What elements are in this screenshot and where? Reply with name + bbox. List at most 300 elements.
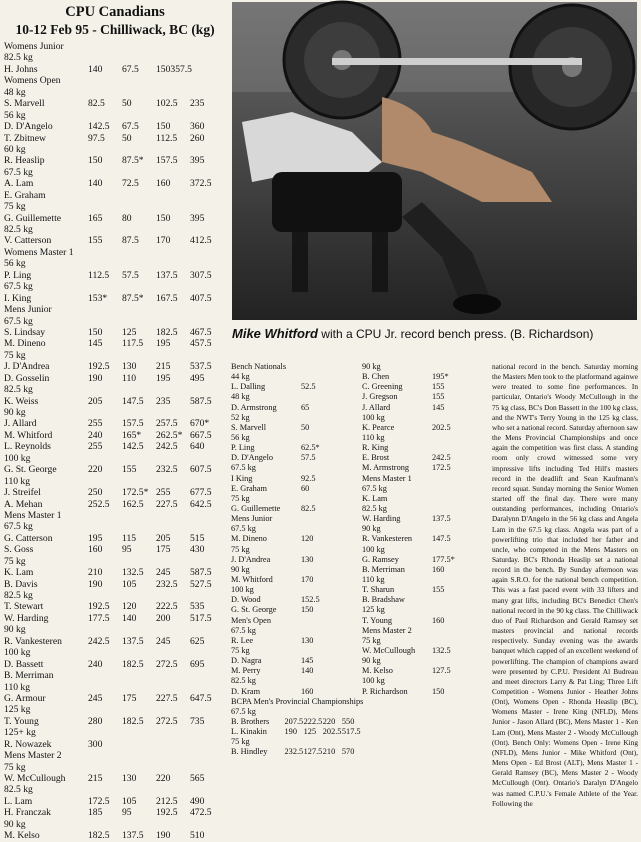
section-heading [4, 750, 226, 761]
lift-value: 185 [88, 807, 103, 819]
section-heading-text: Womens Open [4, 75, 61, 87]
section-heading [4, 350, 226, 361]
lift-value: 232.5 [284, 747, 304, 757]
section-heading-text: 100 kg [362, 544, 385, 554]
lifter-name: P. Ling [231, 443, 255, 453]
lift-value: 300 [88, 738, 103, 750]
result-row [362, 534, 492, 544]
lifter-name: S. Marvell [4, 98, 45, 110]
lift-value: 87.5 [122, 235, 139, 247]
section-heading-text: 82.5 kg [231, 676, 256, 686]
result-row [362, 403, 492, 413]
section-heading-text: 56 kg [4, 258, 26, 270]
section-heading [362, 636, 492, 646]
three-lift-results [4, 41, 226, 842]
result-row [362, 646, 492, 656]
result-row [231, 636, 361, 646]
section-heading [231, 463, 361, 473]
lifter-name: T. Sharun [362, 585, 395, 595]
lifter-name: M. Perry [231, 666, 261, 676]
lifter-name: R. King [362, 443, 389, 453]
section-heading [231, 372, 361, 382]
lift-value: 67.5 [122, 121, 139, 133]
lifter-name: B. Bradshaw [362, 595, 405, 605]
lifter-name: H. Johns [4, 63, 38, 75]
lifter-name: K. Pearce [362, 422, 395, 432]
result-row [231, 423, 361, 433]
lift-value: 565 [190, 773, 205, 784]
lift-value: 125 [303, 727, 317, 737]
lift-value: 150357.5 [156, 63, 192, 75]
lifter-name: T. Zbitnew [4, 132, 46, 144]
bench-results-column-a [231, 362, 364, 757]
lifter-name: M. Dineno [231, 534, 267, 544]
lift-value: 255 [156, 487, 171, 499]
lifter-name: S. Goss [4, 544, 34, 556]
result-row [231, 575, 361, 585]
lift-value: 232.5 [156, 578, 178, 590]
result-row [231, 534, 361, 544]
lift-value: 195 [156, 372, 171, 384]
section-heading [362, 545, 492, 555]
lift-value: 245 [88, 692, 103, 704]
section-heading-text: 100 kg [4, 647, 31, 659]
lift-value: 137.5 [122, 635, 144, 647]
section-heading-text: 90 kg [362, 524, 381, 534]
lift-value: 105 [122, 578, 137, 590]
lift-value: 472.5 [190, 807, 212, 819]
lift-value: 220 [88, 464, 103, 476]
result-row [4, 579, 226, 590]
section-heading [4, 453, 226, 464]
lift-value: 115 [122, 532, 137, 544]
lift-value: 407.5 [190, 292, 212, 304]
lift-value: 127.5 [432, 666, 451, 676]
lift-value: 235 [156, 395, 171, 407]
lift-value: 280 [88, 715, 103, 727]
section-heading-text: 67.5 kg [231, 463, 256, 473]
result-row [4, 178, 226, 189]
result-row [231, 717, 361, 727]
caption-name: Mike Whitford [232, 326, 318, 341]
result-row [362, 555, 492, 565]
lift-value: 157.5 [122, 418, 144, 430]
lift-value: 82.5 [88, 98, 105, 110]
section-heading [4, 819, 226, 830]
lift-value: 200 [156, 612, 171, 624]
result-row [4, 464, 226, 475]
lifter-name: D. Kram [231, 686, 261, 696]
lifter-name: P. Ling [4, 269, 32, 281]
lift-value: 172.5* [122, 487, 149, 499]
result-row [362, 463, 492, 473]
lift-value: 67.5 [122, 63, 139, 75]
lift-value: 205 [156, 532, 171, 544]
section-heading-text: 82.5 kg [4, 224, 33, 235]
result-row [231, 666, 361, 676]
result-row [231, 595, 361, 605]
section-heading-text: Men's Open [231, 615, 271, 625]
lift-value: 212.5 [156, 795, 178, 807]
lifter-name: W. McCullough [4, 773, 66, 784]
result-row [362, 565, 492, 575]
result-row [231, 382, 361, 392]
lift-value: 142.5 [122, 441, 144, 453]
section-heading-text: 52 kg [231, 412, 250, 422]
lift-value: 215 [88, 773, 103, 784]
lift-value: 202.5 [432, 422, 451, 432]
lifter-name: B. Davis [4, 578, 38, 590]
lift-value: 120 [301, 534, 314, 544]
result-row [231, 504, 361, 514]
lift-value: 192.5 [88, 601, 110, 613]
lift-value: 190 [88, 578, 103, 590]
section-heading-text: 100 kg [362, 412, 385, 422]
section-heading [231, 362, 361, 372]
lift-value: 95 [122, 807, 132, 819]
lift-value: 117.5 [122, 338, 144, 350]
section-heading [362, 676, 492, 686]
result-row [4, 361, 226, 372]
lift-value: 155 [122, 464, 137, 476]
lift-value: 167.5 [156, 292, 178, 304]
lift-value: 570 [341, 747, 355, 757]
section-heading [4, 624, 226, 635]
lift-value: 97.5 [88, 132, 105, 144]
lift-value: 192.5 [156, 807, 178, 819]
lift-value: 137.5 [432, 514, 451, 524]
result-row [4, 544, 226, 555]
lift-value: 242.5 [156, 441, 178, 453]
lifter-name: J. Allard [4, 418, 37, 430]
lift-value: 140 [88, 63, 103, 75]
lift-value: 145 [88, 338, 103, 350]
lift-value: 127.5 [303, 747, 323, 757]
section-heading [231, 646, 361, 656]
result-row [4, 270, 226, 281]
lift-value: 175 [122, 692, 137, 704]
lifter-name: W. Harding [362, 514, 401, 524]
section-heading-text: 90 kg [4, 818, 26, 830]
section-heading [4, 52, 226, 63]
lift-value: 137.5 [122, 830, 144, 842]
lift-value: 490 [190, 795, 205, 807]
lifter-name: T. Young [4, 715, 39, 727]
lifter-name: B. Brothers [231, 716, 270, 726]
section-heading-text: 67.5 kg [4, 166, 33, 178]
section-heading [362, 474, 492, 484]
lift-value: 515 [190, 532, 205, 544]
lift-value: 62.5* [301, 443, 320, 453]
section-heading-text: 67.5 kg [4, 281, 33, 293]
section-heading-text: Mens Master 1 [362, 473, 412, 483]
result-row [4, 235, 226, 246]
result-row [4, 64, 226, 75]
lifter-name: L. Dalling [231, 382, 266, 392]
section-heading-text: 90 kg [4, 407, 26, 418]
section-heading [4, 41, 226, 52]
result-row [362, 514, 492, 524]
result-row [4, 773, 226, 784]
lifter-name: G. Armour [4, 692, 46, 704]
section-heading-text: 48 kg [4, 86, 26, 98]
lift-value: 260 [190, 132, 205, 144]
lifter-name: P. Richardson [362, 686, 408, 696]
section-heading [4, 258, 226, 269]
lift-value: 160 [432, 564, 445, 574]
lift-value: 550 [341, 716, 355, 726]
section-heading [362, 433, 492, 443]
lift-value: 457.5 [190, 338, 212, 350]
section-heading-text: Mens Master 2 [4, 750, 62, 762]
lift-value: 130 [122, 773, 137, 784]
section-heading-text: 82.5 kg [362, 503, 387, 513]
lift-value: 72.5 [122, 178, 139, 190]
section-heading [4, 167, 226, 178]
lifter-name: C. Greening [362, 382, 403, 392]
section-heading-text: 75 kg [231, 737, 250, 747]
result-row [362, 595, 492, 605]
lift-value: 65 [301, 402, 310, 412]
section-heading-text: 67.5 kg [231, 706, 256, 716]
section-heading-text: 60 kg [4, 143, 26, 155]
section-heading-text: 90 kg [362, 656, 381, 666]
section-heading-text: Mens Junior [231, 514, 273, 524]
lift-value: 395 [190, 155, 205, 167]
article-text: national record in the bench. Saturday morning the Masters Men took to the platformand againwe were treated to some fine performances. In particular, Ontario's Woody McCullough in the 75 kg class, BC's Don Bassett in the 100 kg class, and the NWT's Terry Young in the 125 kg class, who set a national record. Saturday afternoon saw the Mens Provincial Championships and once again the competition was first class. A standing room only crowd witnessed some very impressive lifts including Ted Hill's masters record in the deadlift and Sean Kaufmann's record squat. Sunday morning the Senior Women started off the final day. There were many outstanding performances, including Ontario's Daralynn D'Angelo in the 56 kg class and Angela Lam in the 67.5 kg class. Angela was part of a powerlifting trio that included her father and uncle, who competed in the Mens Masters on Saturday. BC's Rhonda Heaslip set a national record in the bench. By Sunday afternoon was again S.R.O. for the national bench competition. This was a fast paced event with 33 lifters and many grat lifts, including BC's Benedict Chen's national record in the 90 kg class. The Chilliwack duo of Paul Richardson and Gerald Ramsey set masters provincial and national records respectively. Sunday evening was the awards banquet which capped of an excellent weekend of powerlifting. The champion of champions award were presented by C.P.U. President Al Budreau and meet directors Larry & Pat Ling; Three Lift Competition - Womens Junior - Heather Johns (Ont), Womens Open - Rhonda Heaslip (BC), Womens Master - Irene King (NFLD), Mens Junior - Jason Allard (BC), Mens Master 1 - Ken Lam (Ont), Mens Master 2 - Woody McCullough (Ont). Bench Only: Womens Open - Irene King (NFLD), Mens Junior - Mike Whitford (Ont), Mens Open - Ed Brost (ALT), Mens Master 1 - Gerald Ramsey (BC), Mens Master 2 - Woody McCullough (Ont). Ontario's Daralyn D'Angelo was named C.P.U.'s Female Athlete of the Year. Following the [492, 362, 638, 808]
lift-value: 170 [301, 574, 314, 584]
section-heading-text: Mens Junior [4, 304, 52, 316]
lift-value: 670* [190, 418, 210, 430]
lifter-name: M. Whitford [231, 574, 273, 584]
section-heading [231, 413, 361, 423]
result-row [231, 555, 361, 565]
lift-value: 57.5 [122, 269, 139, 281]
lift-value: 360 [190, 121, 205, 133]
lift-value: 607.5 [190, 464, 212, 476]
result-row [362, 423, 492, 433]
section-heading-text: 75 kg [4, 349, 26, 361]
lifter-name: K. Lam [4, 567, 34, 579]
section-heading-text: 110 kg [362, 574, 385, 584]
lifter-name: J. Gregson [362, 392, 398, 402]
lift-value: 57.5 [301, 453, 316, 463]
lifter-name: G. Guillemette [4, 212, 62, 224]
lift-value: 112.5 [88, 269, 110, 281]
lift-value: 50 [122, 98, 132, 110]
section-heading [231, 585, 361, 595]
lift-value: 190 [284, 727, 297, 737]
result-row [4, 327, 226, 338]
result-row [362, 372, 492, 382]
lifter-name: D. Bassett [4, 658, 44, 670]
section-heading [362, 362, 492, 372]
lift-value: 112.5 [156, 132, 178, 144]
lift-value: 160 [88, 544, 103, 556]
section-heading-text: Womens Junior [4, 41, 64, 52]
lifter-name: K. Lam [362, 493, 388, 503]
lifter-name: B. Merriman [362, 564, 405, 574]
lift-value: 87.5* [122, 292, 144, 304]
section-heading [362, 626, 492, 636]
lift-value: 177.5* [432, 554, 455, 564]
lift-value: 195 [88, 532, 103, 544]
lift-value: 102.5 [156, 98, 178, 110]
section-heading [4, 407, 226, 418]
result-row [4, 190, 226, 201]
section-heading [231, 676, 361, 686]
lift-value: 227.5 [156, 692, 178, 704]
lift-value: 147.5 [432, 534, 451, 544]
lift-value: 192.5 [88, 361, 110, 373]
lift-value: 155 [432, 585, 445, 595]
lift-value: 272.5 [156, 658, 178, 670]
section-heading [4, 110, 226, 121]
lifter-name: T. Young [362, 615, 393, 625]
lift-value: 240 [88, 658, 103, 670]
section-heading-text: BCPA Men's Provincial Championships [231, 696, 364, 706]
section-heading [4, 682, 226, 693]
result-row [4, 121, 226, 132]
section-heading-text: 56 kg [231, 432, 250, 442]
lifter-name: D. Wood [231, 595, 261, 605]
result-row [231, 474, 361, 484]
result-row [231, 605, 361, 615]
lift-value: 257.5 [156, 418, 178, 430]
section-heading [362, 524, 492, 534]
result-row [4, 293, 226, 304]
result-row [4, 155, 226, 166]
section-heading [231, 707, 361, 717]
lifter-name: M. Whitford [4, 429, 53, 441]
lift-value: 140 [122, 612, 137, 624]
lift-value: 87.5* [122, 155, 144, 167]
lift-value: 252.5 [88, 498, 110, 510]
lift-value: 150 [156, 121, 171, 133]
section-heading [231, 524, 361, 534]
lift-value: 160 [301, 686, 314, 696]
result-row [362, 494, 492, 504]
result-row [362, 687, 492, 697]
section-heading [4, 556, 226, 567]
lifter-name: W. Harding [4, 612, 49, 624]
result-row [4, 636, 226, 647]
lifter-name: D. D'Angelo [4, 121, 53, 133]
section-heading-text: 100 kg [4, 452, 31, 464]
lifter-name: K. Weiss [4, 395, 39, 407]
lifter-name: I King [231, 473, 253, 483]
lift-value: 587.5 [190, 395, 212, 407]
lift-value: 95 [122, 544, 132, 556]
section-heading-text: 67.5 kg [4, 521, 33, 533]
section-heading [362, 575, 492, 585]
section-heading [4, 224, 226, 235]
lift-value: 467.5 [190, 326, 212, 338]
result-row [231, 403, 361, 413]
lift-value: 625 [190, 635, 205, 647]
result-row [4, 659, 226, 670]
lift-value: 150 [301, 605, 314, 615]
section-heading-text: 67.5 kg [4, 315, 33, 327]
section-heading [362, 656, 492, 666]
lift-value: 535 [190, 601, 205, 613]
lifter-name: D. Nagra [231, 656, 262, 666]
section-heading [4, 521, 226, 532]
lifter-name: G. St. George [231, 605, 277, 615]
lift-value: 82.5 [301, 503, 316, 513]
lift-value: 395 [190, 212, 205, 224]
section-heading-text: 125 kg [4, 704, 31, 716]
lift-value: 262.5* [156, 429, 183, 441]
result-row [4, 716, 226, 727]
lift-value: 125 [122, 326, 137, 338]
section-heading [231, 626, 361, 636]
section-heading-text: 75 kg [4, 201, 26, 213]
lifter-name: A. Lam [4, 178, 34, 190]
lift-value: 172.5 [432, 463, 451, 473]
lift-value: 105 [122, 795, 137, 807]
lifter-name: G. Guillemette [231, 503, 281, 513]
section-heading-text: 75 kg [362, 635, 381, 645]
lift-value: 160 [156, 178, 171, 190]
lift-value: 140 [88, 178, 103, 190]
lift-value: 170 [156, 235, 171, 247]
result-row [4, 338, 226, 349]
lift-value: 110 [122, 372, 137, 384]
lift-value: 255 [88, 441, 103, 453]
section-heading [231, 392, 361, 402]
lift-value: 695 [190, 658, 205, 670]
section-heading-text: 110 kg [362, 432, 385, 442]
lifter-name: E. Graham [4, 189, 46, 201]
lift-value: 120 [122, 601, 137, 613]
lift-value: 202.5 [322, 727, 342, 737]
lift-value: 137.5 [156, 269, 178, 281]
section-heading [362, 605, 492, 615]
results-column [4, 4, 226, 842]
lift-value: 150 [88, 326, 103, 338]
section-heading [4, 247, 226, 258]
section-heading [4, 75, 226, 86]
lift-value: 510 [190, 830, 205, 842]
lift-value: 165* [122, 429, 142, 441]
section-heading-text: 90 kg [362, 362, 381, 371]
lifter-name: R. Heaslip [4, 155, 45, 167]
result-row [362, 616, 492, 626]
section-heading [362, 504, 492, 514]
result-row [4, 430, 226, 441]
lift-value: 255 [88, 418, 103, 430]
results-subtitle: 10-12 Feb 95 - Chilliwack, BC (kg) [15, 22, 215, 37]
lifter-name: D. D'Angelo [231, 453, 274, 463]
section-heading [4, 476, 226, 487]
result-row [231, 727, 361, 737]
section-heading-text: 125+ kg [4, 727, 36, 739]
section-heading-text: 110 kg [4, 681, 31, 693]
result-row [4, 418, 226, 429]
results-title: CPU Canadians [65, 4, 165, 20]
results-header [4, 4, 226, 38]
lift-value: 130 [301, 554, 314, 564]
lift-value: 220 [322, 716, 336, 726]
lift-value: 215 [156, 361, 171, 373]
section-heading-text: 75 kg [231, 645, 250, 655]
lift-value: 195 [156, 338, 171, 350]
section-heading [231, 494, 361, 504]
bench-press-photo-illustration [232, 2, 637, 320]
result-row [362, 453, 492, 463]
section-heading [231, 737, 361, 747]
